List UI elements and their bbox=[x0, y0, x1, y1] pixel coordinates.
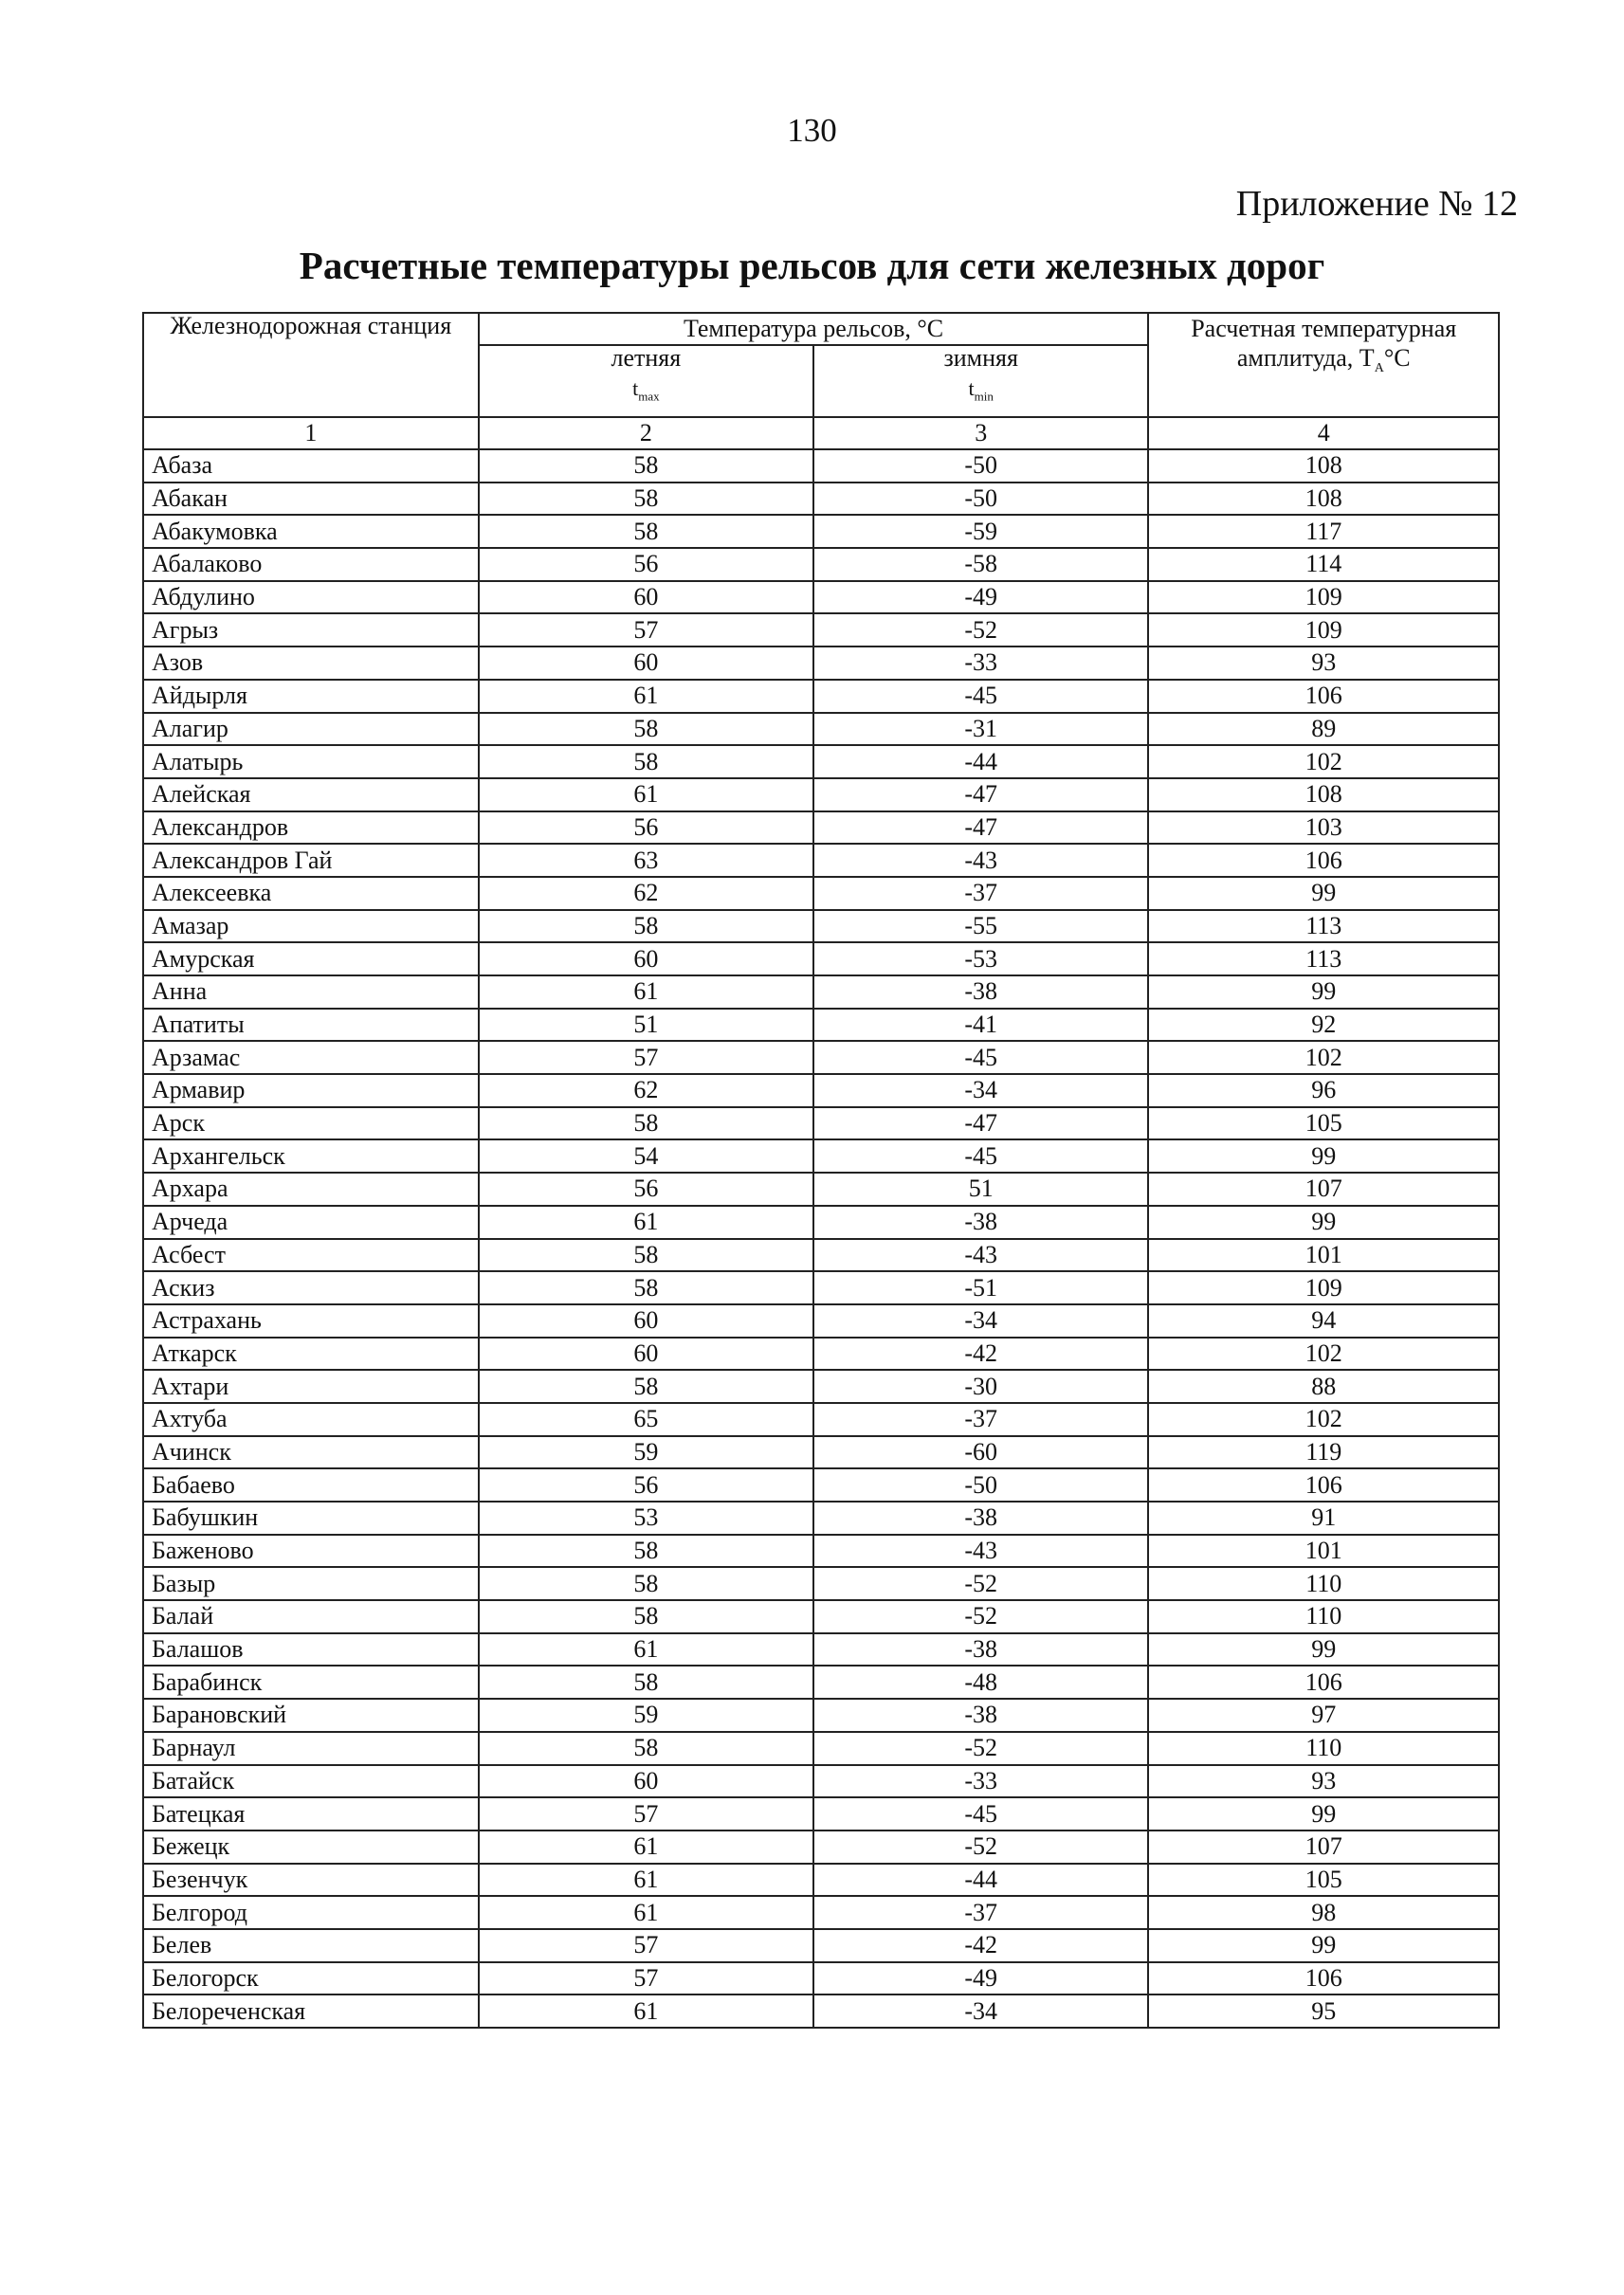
table-row bbox=[143, 1239, 1499, 1272]
station-cell: Амазар bbox=[143, 910, 479, 943]
summer-temp-cell: 61 bbox=[479, 975, 813, 1009]
table-row bbox=[143, 680, 1499, 713]
header-station: Железнодорожная станция bbox=[143, 313, 479, 417]
amplitude-cell: 110 bbox=[1148, 1732, 1499, 1765]
station-cell: Бабаево bbox=[143, 1468, 479, 1502]
summer-temp-cell: 60 bbox=[479, 1304, 813, 1338]
station-cell: Барнаул bbox=[143, 1732, 479, 1765]
winter-temp-cell: -42 bbox=[813, 1338, 1148, 1371]
table-row bbox=[143, 581, 1499, 614]
amplitude-cell: 106 bbox=[1148, 680, 1499, 713]
station-cell: Александров bbox=[143, 811, 479, 845]
header-winter bbox=[813, 345, 1148, 417]
station-cell: Армавир bbox=[143, 1074, 479, 1107]
table-row bbox=[143, 942, 1499, 975]
table-row bbox=[143, 1107, 1499, 1140]
amplitude-cell: 114 bbox=[1148, 548, 1499, 581]
amplitude-cell: 119 bbox=[1148, 1436, 1499, 1469]
table-row bbox=[143, 1929, 1499, 1962]
amplitude-cell: 99 bbox=[1148, 975, 1499, 1009]
table-row bbox=[143, 647, 1499, 680]
winter-temp-cell: -50 bbox=[813, 449, 1148, 483]
station-cell: Амурская bbox=[143, 942, 479, 975]
amplitude-cell: 109 bbox=[1148, 613, 1499, 647]
table-row bbox=[143, 1370, 1499, 1403]
table-row bbox=[143, 1896, 1499, 1929]
column-number: 1 bbox=[143, 417, 479, 449]
station-cell: Белогорск bbox=[143, 1962, 479, 1995]
amplitude-cell: 93 bbox=[1148, 1765, 1499, 1798]
header-summer-symbol: $t_{max}$ bbox=[632, 376, 660, 404]
summer-temp-cell: 57 bbox=[479, 1962, 813, 1995]
summer-temp-cell: 61 bbox=[479, 1206, 813, 1239]
table-row bbox=[143, 1831, 1499, 1864]
table-row bbox=[143, 844, 1499, 877]
station-cell: Асбест bbox=[143, 1239, 479, 1272]
summer-temp-cell: 56 bbox=[479, 548, 813, 581]
amplitude-cell: 99 bbox=[1148, 1139, 1499, 1173]
page-number: 130 bbox=[787, 112, 837, 149]
table-row bbox=[143, 1535, 1499, 1568]
amplitude-cell: 99 bbox=[1148, 1797, 1499, 1831]
amplitude-cell: 117 bbox=[1148, 515, 1499, 548]
column-number: 4 bbox=[1148, 417, 1499, 449]
station-cell: Абакумовка bbox=[143, 515, 479, 548]
summer-temp-cell: 62 bbox=[479, 1074, 813, 1107]
amplitude-cell: 95 bbox=[1148, 1994, 1499, 2028]
summer-temp-cell: 58 bbox=[479, 910, 813, 943]
table-row bbox=[143, 1436, 1499, 1469]
summer-temp-cell: 60 bbox=[479, 581, 813, 614]
header-summer bbox=[479, 345, 813, 417]
winter-temp-cell: -30 bbox=[813, 1370, 1148, 1403]
summer-temp-cell: 60 bbox=[479, 942, 813, 975]
amplitude-cell: 106 bbox=[1148, 844, 1499, 877]
winter-temp-cell: -50 bbox=[813, 1468, 1148, 1502]
amplitude-cell: 102 bbox=[1148, 1403, 1499, 1436]
header-amplitude bbox=[1148, 313, 1499, 417]
station-cell: Айдырля bbox=[143, 680, 479, 713]
station-cell: Агрыз bbox=[143, 613, 479, 647]
table-row bbox=[143, 975, 1499, 1009]
table-row bbox=[143, 1041, 1499, 1074]
station-cell: Ачинск bbox=[143, 1436, 479, 1469]
table-row bbox=[143, 1699, 1499, 1732]
table-row bbox=[143, 1864, 1499, 1897]
table-row bbox=[143, 778, 1499, 811]
summer-temp-cell: 58 bbox=[479, 1600, 813, 1633]
summer-temp-cell: 61 bbox=[479, 1896, 813, 1929]
summer-temp-cell: 56 bbox=[479, 1173, 813, 1206]
winter-temp-cell: -38 bbox=[813, 975, 1148, 1009]
station-cell: Алатырь bbox=[143, 745, 479, 778]
winter-temp-cell: -47 bbox=[813, 811, 1148, 845]
amplitude-cell: 108 bbox=[1148, 449, 1499, 483]
amplitude-cell: 107 bbox=[1148, 1831, 1499, 1864]
summer-temp-cell: 57 bbox=[479, 1929, 813, 1962]
summer-temp-cell: 57 bbox=[479, 1041, 813, 1074]
table-row bbox=[143, 1271, 1499, 1304]
amplitude-cell: 107 bbox=[1148, 1173, 1499, 1206]
winter-temp-cell: -52 bbox=[813, 1600, 1148, 1633]
amplitude-cell: 105 bbox=[1148, 1107, 1499, 1140]
winter-temp-cell: -60 bbox=[813, 1436, 1148, 1469]
table-row bbox=[143, 1502, 1499, 1535]
summer-temp-cell: 58 bbox=[479, 1732, 813, 1765]
amplitude-cell: 99 bbox=[1148, 1929, 1499, 1962]
table-row bbox=[143, 1338, 1499, 1371]
winter-temp-cell: -41 bbox=[813, 1009, 1148, 1042]
summer-temp-cell: 61 bbox=[479, 778, 813, 811]
table-row bbox=[143, 613, 1499, 647]
summer-temp-cell: 61 bbox=[479, 1633, 813, 1667]
table-row bbox=[143, 1468, 1499, 1502]
summer-temp-cell: 56 bbox=[479, 811, 813, 845]
winter-temp-cell: -38 bbox=[813, 1633, 1148, 1667]
table-row bbox=[143, 1765, 1499, 1798]
page-title: Расчетные температуры рельсов для сети железных дорог bbox=[299, 244, 1325, 287]
table-row bbox=[143, 1600, 1499, 1633]
winter-temp-cell: -50 bbox=[813, 483, 1148, 516]
table-row bbox=[143, 449, 1499, 483]
station-cell: Арск bbox=[143, 1107, 479, 1140]
column-number: 3 bbox=[813, 417, 1148, 449]
winter-temp-cell: -49 bbox=[813, 1962, 1148, 1995]
station-cell: Белев bbox=[143, 1929, 479, 1962]
summer-temp-cell: 58 bbox=[479, 449, 813, 483]
winter-temp-cell: -51 bbox=[813, 1271, 1148, 1304]
station-cell: Абакан bbox=[143, 483, 479, 516]
winter-temp-cell: -45 bbox=[813, 1797, 1148, 1831]
summer-temp-cell: 60 bbox=[479, 647, 813, 680]
amplitude-cell: 113 bbox=[1148, 910, 1499, 943]
amplitude-cell: 97 bbox=[1148, 1699, 1499, 1732]
header-winter-symbol: $t_{min}$ bbox=[968, 376, 994, 404]
station-cell: Александров Гай bbox=[143, 844, 479, 877]
summer-temp-cell: 51 bbox=[479, 1009, 813, 1042]
station-cell: Барабинск bbox=[143, 1666, 479, 1699]
summer-temp-cell: 61 bbox=[479, 1831, 813, 1864]
station-cell: Арчеда bbox=[143, 1206, 479, 1239]
winter-temp-cell: -33 bbox=[813, 1765, 1148, 1798]
table-row bbox=[143, 745, 1499, 778]
summer-temp-cell: 61 bbox=[479, 680, 813, 713]
winter-temp-cell: -52 bbox=[813, 1732, 1148, 1765]
winter-temp-cell: -52 bbox=[813, 613, 1148, 647]
winter-temp-cell: -34 bbox=[813, 1994, 1148, 2028]
amplitude-cell: 89 bbox=[1148, 713, 1499, 746]
station-cell: Базыр bbox=[143, 1567, 479, 1600]
winter-temp-cell: -53 bbox=[813, 942, 1148, 975]
amplitude-cell: 106 bbox=[1148, 1666, 1499, 1699]
station-cell: Апатиты bbox=[143, 1009, 479, 1042]
winter-temp-cell: -43 bbox=[813, 844, 1148, 877]
amplitude-cell: 103 bbox=[1148, 811, 1499, 845]
winter-temp-cell: -43 bbox=[813, 1535, 1148, 1568]
table-row bbox=[143, 1009, 1499, 1042]
winter-temp-cell: -38 bbox=[813, 1699, 1148, 1732]
station-cell: Ахтуба bbox=[143, 1403, 479, 1436]
summer-temp-cell: 60 bbox=[479, 1765, 813, 1798]
station-cell: Анна bbox=[143, 975, 479, 1009]
table-row bbox=[143, 713, 1499, 746]
summer-temp-cell: 58 bbox=[479, 1239, 813, 1272]
winter-temp-cell: -48 bbox=[813, 1666, 1148, 1699]
winter-temp-cell: -37 bbox=[813, 1403, 1148, 1436]
station-cell: Ахтари bbox=[143, 1370, 479, 1403]
summer-temp-cell: 58 bbox=[479, 1535, 813, 1568]
amplitude-cell: 110 bbox=[1148, 1600, 1499, 1633]
winter-temp-cell: -55 bbox=[813, 910, 1148, 943]
summer-temp-cell: 65 bbox=[479, 1403, 813, 1436]
amplitude-cell: 88 bbox=[1148, 1370, 1499, 1403]
station-cell: Абаза bbox=[143, 449, 479, 483]
winter-temp-cell: -47 bbox=[813, 1107, 1148, 1140]
table-row bbox=[143, 1403, 1499, 1436]
winter-temp-cell: -45 bbox=[813, 1041, 1148, 1074]
station-cell: Алейская bbox=[143, 778, 479, 811]
table-row bbox=[143, 910, 1499, 943]
table-row bbox=[143, 811, 1499, 845]
table-row bbox=[143, 1304, 1499, 1338]
station-cell: Батайск bbox=[143, 1765, 479, 1798]
summer-temp-cell: 61 bbox=[479, 1864, 813, 1897]
amplitude-cell: 106 bbox=[1148, 1962, 1499, 1995]
station-cell: Барановский bbox=[143, 1699, 479, 1732]
station-cell: Алагир bbox=[143, 713, 479, 746]
summer-temp-cell: 62 bbox=[479, 877, 813, 910]
amplitude-cell: 106 bbox=[1148, 1468, 1499, 1502]
station-cell: Балашов bbox=[143, 1633, 479, 1667]
winter-temp-cell: -33 bbox=[813, 647, 1148, 680]
winter-temp-cell: -49 bbox=[813, 581, 1148, 614]
summer-temp-cell: 53 bbox=[479, 1502, 813, 1535]
station-cell: Азов bbox=[143, 647, 479, 680]
station-cell: Белгород bbox=[143, 1896, 479, 1929]
amplitude-cell: 101 bbox=[1148, 1239, 1499, 1272]
winter-temp-cell: -31 bbox=[813, 713, 1148, 746]
winter-temp-cell: -47 bbox=[813, 778, 1148, 811]
header-rail-temperature: Температура рельсов, °C bbox=[479, 313, 1149, 345]
station-cell: Арзамас bbox=[143, 1041, 479, 1074]
amplitude-cell: 113 bbox=[1148, 942, 1499, 975]
winter-temp-cell: -52 bbox=[813, 1831, 1148, 1864]
table-row bbox=[143, 1666, 1499, 1699]
station-cell: Баженово bbox=[143, 1535, 479, 1568]
station-cell: Абдулино bbox=[143, 581, 479, 614]
table-row bbox=[143, 1633, 1499, 1667]
table-body bbox=[143, 449, 1499, 2028]
amplitude-cell: 92 bbox=[1148, 1009, 1499, 1042]
column-number-row bbox=[143, 417, 1499, 449]
amplitude-cell: 102 bbox=[1148, 1041, 1499, 1074]
amplitude-cell: 98 bbox=[1148, 1896, 1499, 1929]
summer-temp-cell: 58 bbox=[479, 515, 813, 548]
winter-temp-cell: 51 bbox=[813, 1173, 1148, 1206]
station-cell: Бежецк bbox=[143, 1831, 479, 1864]
header-summer-label: летняя bbox=[611, 344, 682, 372]
amplitude-cell: 105 bbox=[1148, 1864, 1499, 1897]
amplitude-cell: 93 bbox=[1148, 647, 1499, 680]
amplitude-cell: 109 bbox=[1148, 581, 1499, 614]
winter-temp-cell: -37 bbox=[813, 877, 1148, 910]
winter-temp-cell: -38 bbox=[813, 1502, 1148, 1535]
amplitude-cell: 99 bbox=[1148, 877, 1499, 910]
winter-temp-cell: -59 bbox=[813, 515, 1148, 548]
table-row bbox=[143, 1797, 1499, 1831]
winter-temp-cell: -34 bbox=[813, 1304, 1148, 1338]
summer-temp-cell: 57 bbox=[479, 1797, 813, 1831]
table-row bbox=[143, 1567, 1499, 1600]
winter-temp-cell: -45 bbox=[813, 680, 1148, 713]
winter-temp-cell: -38 bbox=[813, 1206, 1148, 1239]
amplitude-cell: 110 bbox=[1148, 1567, 1499, 1600]
rail-temperature-table bbox=[142, 312, 1500, 2029]
summer-temp-cell: 58 bbox=[479, 1666, 813, 1699]
station-cell: Безенчук bbox=[143, 1864, 479, 1897]
station-cell: Балай bbox=[143, 1600, 479, 1633]
winter-temp-cell: -52 bbox=[813, 1567, 1148, 1600]
summer-temp-cell: 54 bbox=[479, 1139, 813, 1173]
amplitude-cell: 99 bbox=[1148, 1206, 1499, 1239]
summer-temp-cell: 63 bbox=[479, 844, 813, 877]
station-cell: Абалаково bbox=[143, 548, 479, 581]
header-amplitude-line2: амплитуда, $T_A^\circ C$ bbox=[1236, 344, 1411, 376]
table-row bbox=[143, 1732, 1499, 1765]
station-cell: Белореченская bbox=[143, 1994, 479, 2028]
amplitude-cell: 94 bbox=[1148, 1304, 1499, 1338]
amplitude-cell: 109 bbox=[1148, 1271, 1499, 1304]
station-cell: Аскиз bbox=[143, 1271, 479, 1304]
station-cell: Архангельск bbox=[143, 1139, 479, 1173]
amplitude-cell: 102 bbox=[1148, 1338, 1499, 1371]
station-cell: Аткарск bbox=[143, 1338, 479, 1371]
amplitude-cell: 99 bbox=[1148, 1633, 1499, 1667]
winter-temp-cell: -42 bbox=[813, 1929, 1148, 1962]
header-winter-label: зимняя bbox=[943, 344, 1018, 372]
table-row bbox=[143, 1206, 1499, 1239]
column-number: 2 bbox=[479, 417, 813, 449]
winter-temp-cell: -45 bbox=[813, 1139, 1148, 1173]
table-row bbox=[143, 877, 1499, 910]
amplitude-cell: 91 bbox=[1148, 1502, 1499, 1535]
station-cell: Алексеевка bbox=[143, 877, 479, 910]
summer-temp-cell: 59 bbox=[479, 1699, 813, 1732]
station-cell: Астрахань bbox=[143, 1304, 479, 1338]
station-cell: Архара bbox=[143, 1173, 479, 1206]
winter-temp-cell: -43 bbox=[813, 1239, 1148, 1272]
summer-temp-cell: 58 bbox=[479, 745, 813, 778]
winter-temp-cell: -44 bbox=[813, 745, 1148, 778]
summer-temp-cell: 61 bbox=[479, 1994, 813, 2028]
appendix-label: Приложение № 12 bbox=[1235, 184, 1518, 224]
station-cell: Батецкая bbox=[143, 1797, 479, 1831]
summer-temp-cell: 58 bbox=[479, 1567, 813, 1600]
winter-temp-cell: -37 bbox=[813, 1896, 1148, 1929]
amplitude-cell: 102 bbox=[1148, 745, 1499, 778]
amplitude-cell: 96 bbox=[1148, 1074, 1499, 1107]
table-row bbox=[143, 515, 1499, 548]
station-cell: Бабушкин bbox=[143, 1502, 479, 1535]
table-row bbox=[143, 1994, 1499, 2028]
winter-temp-cell: -44 bbox=[813, 1864, 1148, 1897]
summer-temp-cell: 58 bbox=[479, 1107, 813, 1140]
summer-temp-cell: 58 bbox=[479, 713, 813, 746]
summer-temp-cell: 58 bbox=[479, 1271, 813, 1304]
amplitude-cell: 101 bbox=[1148, 1535, 1499, 1568]
amplitude-cell: 108 bbox=[1148, 778, 1499, 811]
summer-temp-cell: 57 bbox=[479, 613, 813, 647]
summer-temp-cell: 59 bbox=[479, 1436, 813, 1469]
winter-temp-cell: -34 bbox=[813, 1074, 1148, 1107]
summer-temp-cell: 58 bbox=[479, 1370, 813, 1403]
table-row bbox=[143, 483, 1499, 516]
header-amplitude-line1: Расчетная температурная bbox=[1191, 315, 1457, 342]
summer-temp-cell: 58 bbox=[479, 483, 813, 516]
summer-temp-cell: 60 bbox=[479, 1338, 813, 1371]
summer-temp-cell: 56 bbox=[479, 1468, 813, 1502]
table-row bbox=[143, 1139, 1499, 1173]
amplitude-cell: 108 bbox=[1148, 483, 1499, 516]
table-row bbox=[143, 548, 1499, 581]
table-row bbox=[143, 1173, 1499, 1206]
winter-temp-cell: -58 bbox=[813, 548, 1148, 581]
table-row bbox=[143, 1074, 1499, 1107]
table-row bbox=[143, 1962, 1499, 1995]
